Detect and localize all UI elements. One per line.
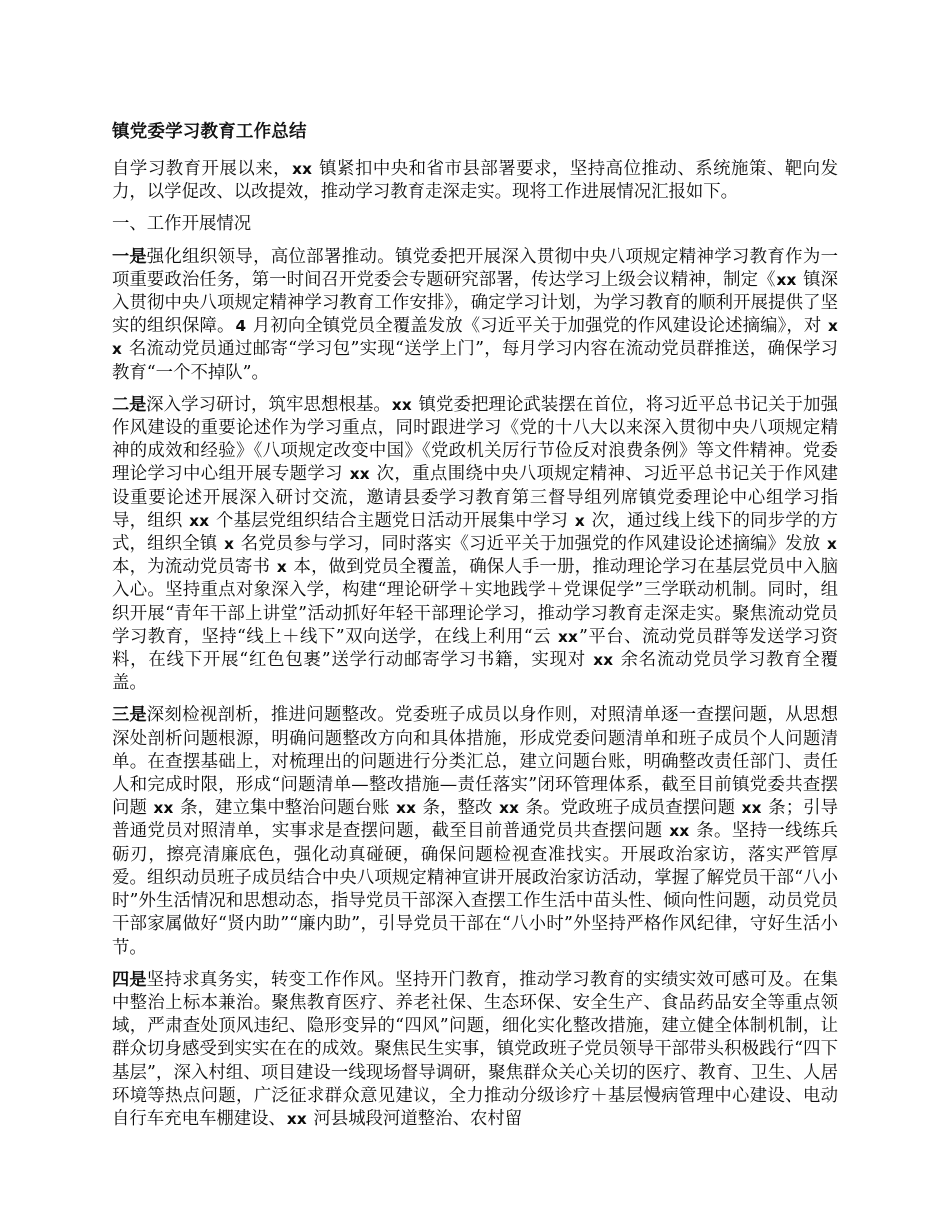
latin-run: xx	[292, 160, 313, 178]
paragraph-text-2: 深入学习研讨，筑牢思想根基。xx 镇党委把理论武装摆在首位，将习近平总书记关于加强作风建设的重要论述作为学习重点，同时跟进学习《党的十八大以来深入贯彻中央八项规定精神的成效和经验》《八项规定改变中国》《党政机关厉行节俭反对浪费条例》等文件精神。党委理论学习中心组开展专题学习 xx 次，重点围绕中央八项规定精神、习近平总书记关于作风建设重要论述开展深入研讨交流，邀请县委学习教育第三督导组列席镇党委理论中心组学习指导，组织 xx 个基层党组织结合主题党日活动开展集中学习 x 次，通过线上线下的同步学的方式，组织全镇 x 名党员参与学习，同时落实《习近平关于加强党的作风建设论述摘编》发放 x 本，为流动党员寄书 x 本，做到党员全覆盖，确保人手一册，推动理论学习在基层党员中入脑入心。坚持重点对象深入学，构建“理论研学＋实地践学＋党课促学”三学联动机制。同时，组织开展“青年干部上讲堂”活动抓好年轻干部理论学习，推动学习教育走深走实。聚焦流动党员学习教育，坚持“线上＋线下”双向送学，在线上利用“云 xx”平台、流动党员群等发送学习资料，在线下开展“红色包裹”送学行动邮寄学习书籍，实现对 xx 余名流动党员学习教育全覆盖。	[112, 394, 839, 694]
latin-run: xx	[112, 317, 838, 359]
latin-run: xx	[391, 395, 412, 414]
document-body	[112, 120, 838, 1131]
latin-run: xx	[349, 465, 370, 484]
latin-run: 4	[235, 317, 247, 336]
latin-run: xx	[669, 822, 690, 841]
paragraph-lead-4: 四是	[112, 969, 147, 990]
latin-run: x	[827, 535, 838, 554]
paragraph-lead-1: 一是	[112, 246, 147, 267]
paragraph-text-1: 强化组织领导，高位部署推动。镇党委把开展深入贯彻中央八项规定精神学习教育作为一项重要政治任务，第一时间召开党委会专题研究部署，传达学习上级会议精神，制定《xx 镇深入贯彻中央八项规定精神学习教育工作安排》，确定学习计划，为学习教育的顺利开展提供了坚实的组织保障。4 月初向全镇党员全覆盖发放《习近平关于加强党的作风建设论述摘编》，对 xx 名流动党员通过邮寄“学习包”实现“送学上门”，每月学习内容在流动党员群推送，确保学习教育“一个不掉队”。	[112, 246, 838, 383]
latin-run: xx	[153, 799, 174, 818]
latin-run: xx	[189, 511, 210, 530]
latin-run: xx	[286, 1109, 307, 1128]
page-title: 镇党委学习教育工作总结	[112, 122, 307, 142]
latin-run: xx	[741, 799, 762, 818]
intro-paragraph: 自学习教育开展以来，xx 镇紧扣中央和省市县部署要求，坚持高位推动、系统施策、靶向发力，以学促改、以改提效，推动学习教育走深走实。现将工作进展情况汇报如下。	[112, 159, 838, 203]
paragraph-text-4: 坚持求真务实，转变工作作风。坚持开门教育，推动学习教育的实绩实效可感可及。在集中整治上标本兼治。聚焦教育医疗、养老社保、生态环保、安全生产、食品药品安全等重点领域，严肃查处顶风违纪、隐形变异的“四风”问题，细化实化整改措施，建立健全体制机制，让群众切身感受到实实在在的成效。聚焦民生实事，镇党政班子党员领导干部带头积极践行“四下基层”，深入村组、项目建设一线现场督导调研，聚焦群众关心关切的医疗、教育、卫生、人居环境等热点问题，广泛征求群众意见建议，全力推动分级诊疗＋基层慢病管理中心建设、电动自行车充电车棚建设、xx 河县城段河道整治、农村留	[112, 969, 838, 1129]
paragraph-text-3: 深刻检视剖析，推进问题整改。党委班子成员以身作则，对照清单逐一查摆问题，从思想深处剖析问题根源，明确问题整改方向和具体措施，形成党委问题清单和班子成员个人问题清单。在查摆基础上，对梳理出的问题进行分类汇总，建立问题台账，明确整改责任部门、责任人和完成时限，形成“问题清单—整改措施—责任落实”闭环管理体系，截至目前镇党委共查摆问题 xx 条，建立集中整治问题台账 xx 条，整改 xx 条。党政班子成员查摆问题 xx 条；引导普通党员对照清单，实事求是查摆问题，截至目前普通党员共查摆问题 xx 条。坚持一线练兵砺刃，擦亮清廉底色，强化动真碰硬，确保问题检视查准找实。开展政治家访，落实严管厚爱。组织动员班子成员结合中央八项规定精神宣讲开展政治家访活动，掌握了解党员干部“八小时”外生活情况和思想动态，指导党员干部深入查摆工作生活中苗头性、倾向性问题，动员党员干部家属做好“贤内助”“廉内助”，引导党员干部在“八小时”外坚持严格作风纪律，守好生活小节。	[112, 705, 839, 958]
latin-run: x	[224, 535, 235, 554]
latin-run: x	[574, 511, 585, 530]
paragraph-lead-3: 三是	[112, 705, 147, 726]
section-heading-1: 一、工作开展情况	[112, 214, 252, 235]
paragraph-item-4	[112, 969, 838, 1131]
latin-run: xx	[776, 270, 797, 289]
latin-run: xx	[396, 799, 417, 818]
paragraph-item-3	[112, 704, 838, 959]
paragraph-item-1	[112, 246, 838, 385]
paragraph-lead-2: 二是	[112, 394, 147, 415]
latin-run: x	[276, 558, 287, 577]
paragraph-item-2	[112, 394, 838, 696]
latin-run: xx	[558, 627, 578, 646]
latin-run: xx	[499, 799, 520, 818]
latin-run: xx	[593, 651, 614, 670]
